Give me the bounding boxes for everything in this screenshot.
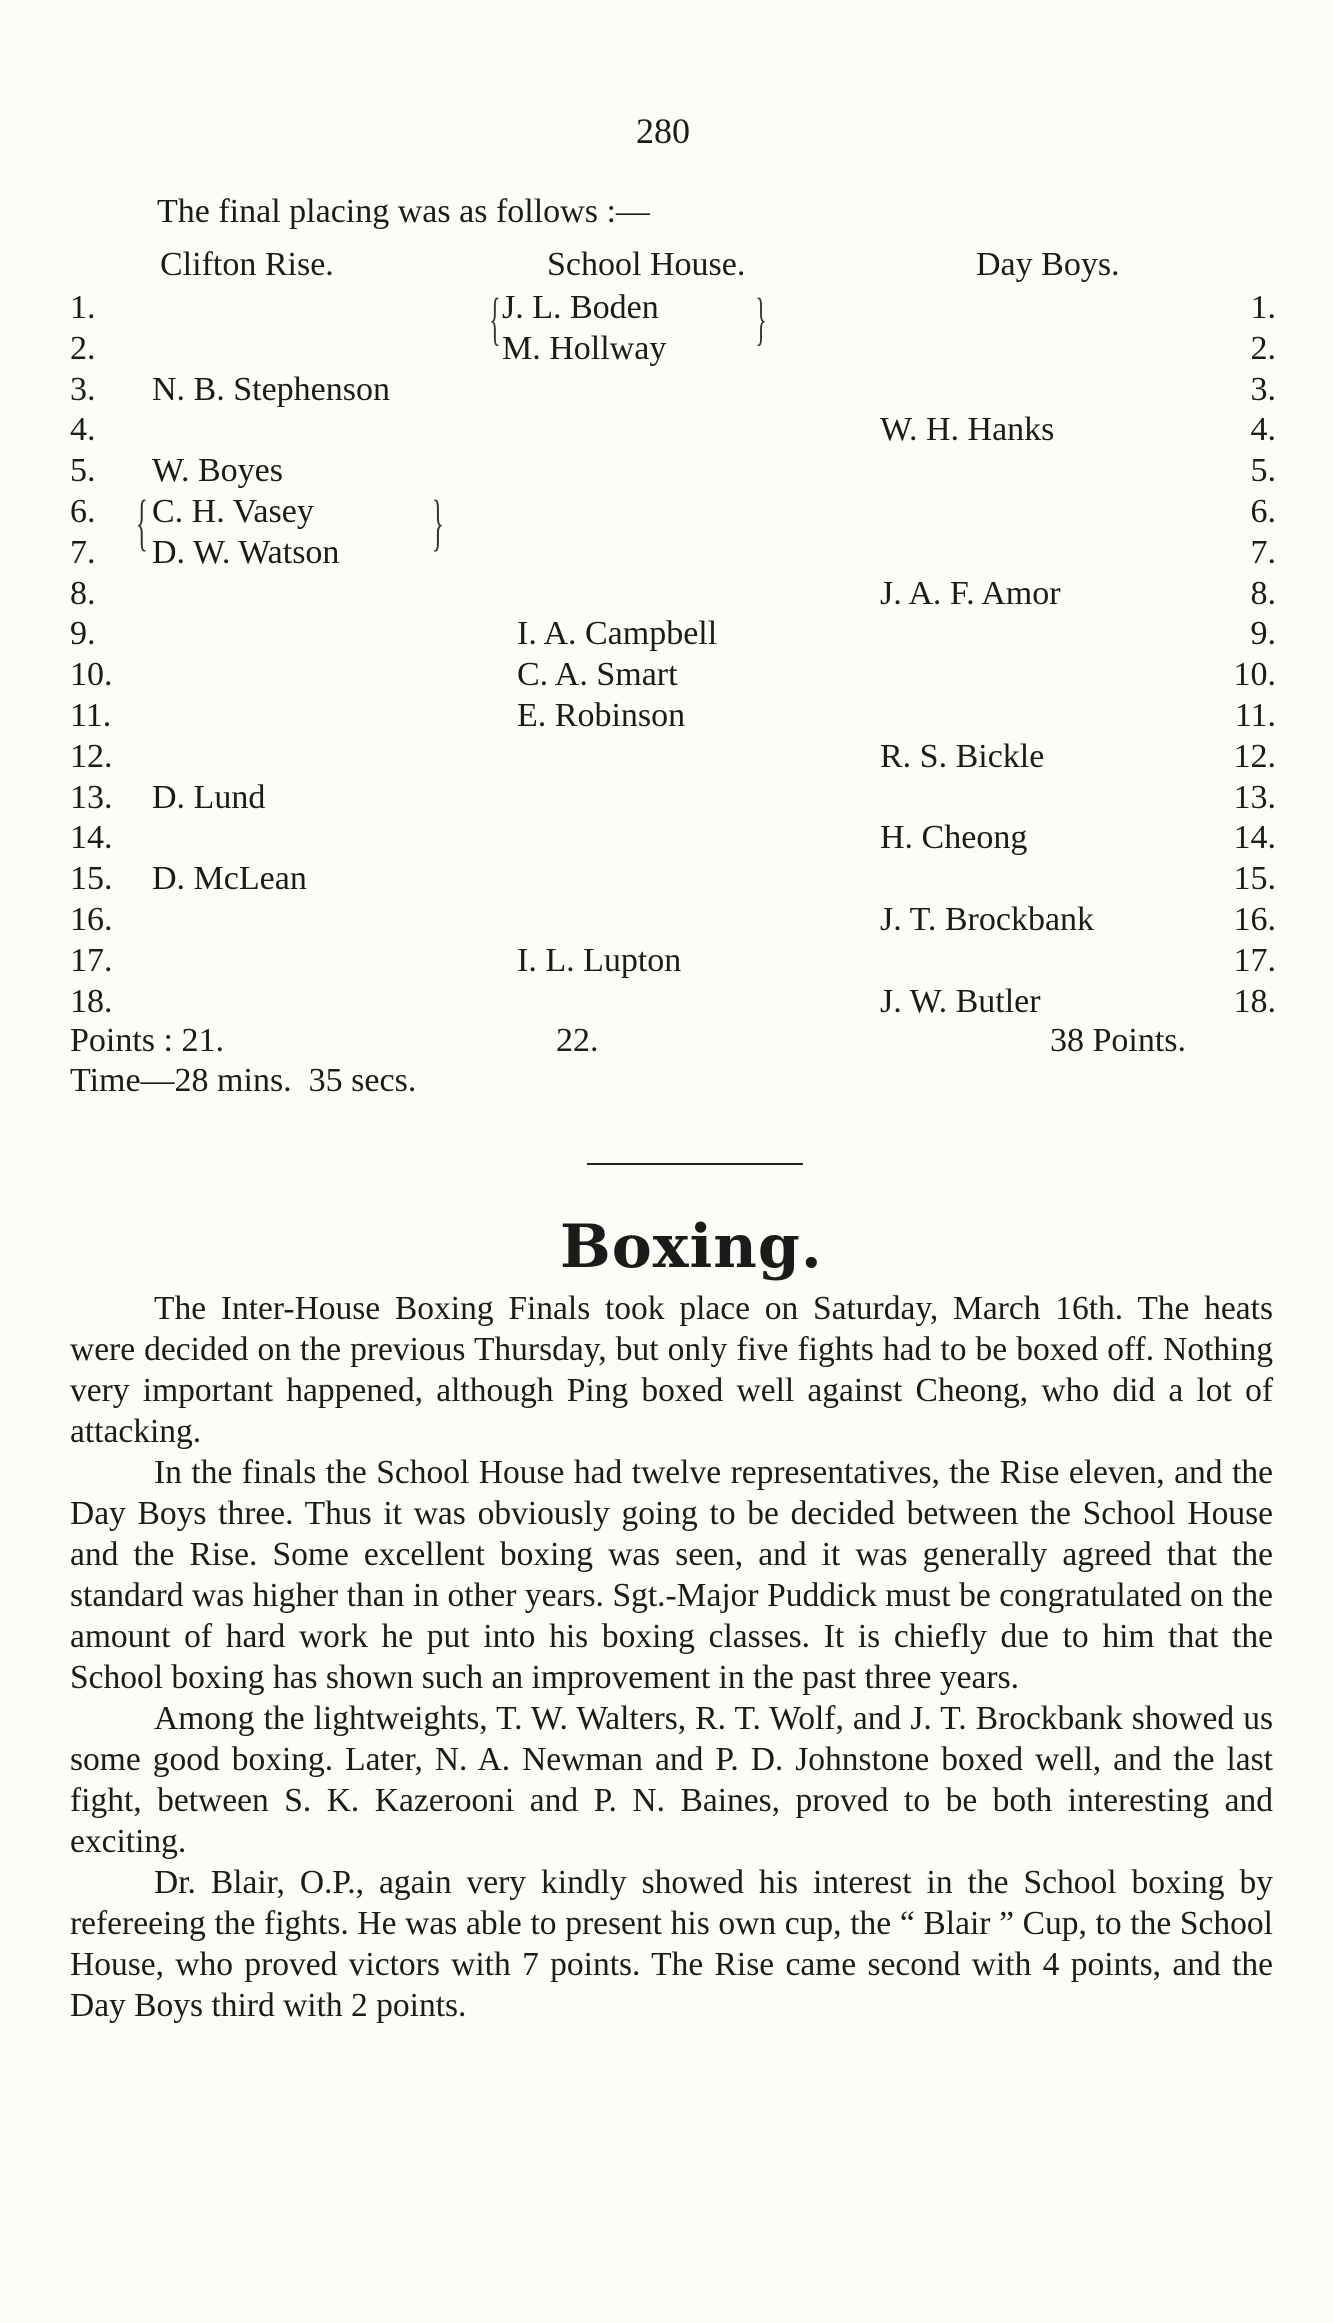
row-number-left: 10. — [70, 656, 113, 693]
column-header-school: School House. — [547, 246, 746, 283]
row-number-left: 4. — [70, 411, 96, 448]
row-number-left: 16. — [70, 901, 113, 938]
day-entry: H. Cheong — [880, 819, 1028, 856]
row-number-left: 8. — [70, 575, 96, 612]
brace-left-clifton: { — [135, 489, 148, 557]
clifton-entry: C. H. Vasey — [152, 493, 314, 530]
row-number-right: 1. — [1250, 289, 1276, 326]
school-entry: M. Hollway — [502, 330, 667, 367]
school-entry: J. L. Boden — [502, 289, 659, 326]
row-number-right: 8. — [1250, 575, 1276, 612]
clifton-entry: N. B. Stephenson — [152, 371, 390, 408]
row-number-right: 10. — [1233, 656, 1276, 693]
intro-line: The final placing was as follows :— — [157, 193, 650, 230]
row-number-right: 17. — [1233, 942, 1276, 979]
school-entry: I. L. Lupton — [517, 942, 682, 979]
points-day: 38 Points. — [1050, 1022, 1187, 1059]
clifton-entry: D. McLean — [152, 860, 307, 897]
school-entry: C. A. Smart — [517, 656, 678, 693]
row-number-right: 14. — [1233, 819, 1276, 856]
row-number-right: 12. — [1233, 738, 1276, 775]
race-time: Time—28 mins. 35 secs. — [70, 1062, 417, 1099]
section-heading: Boxing. — [560, 1212, 823, 1282]
brace-left-school: { — [489, 286, 501, 351]
row-number-left: 6. — [70, 493, 96, 530]
row-number-left: 12. — [70, 738, 113, 775]
row-number-left: 17. — [70, 942, 113, 979]
row-number-left: 3. — [70, 371, 96, 408]
row-number-right: 4. — [1250, 411, 1276, 448]
paragraph-2: In the finals the School House had twelve representatives, the Rise eleven, and the Day Boys three. Thus it was obviously going to be decided between the School House and the Rise. Some excellent boxing was seen, and it was generally agreed that the standard was higher than in other years. Sgt.-Major Puddick must be congratulated on the amount of hard work he put into his boxing classes. It is chiefly due to him that the School boxing has shown such an improvement in the past three years. — [70, 1454, 1273, 1696]
clifton-entry: D. W. Watson — [152, 534, 340, 571]
day-entry: J. A. F. Amor — [880, 575, 1061, 612]
points-clifton: Points : 21. — [70, 1022, 224, 1059]
page-number: 280 — [636, 111, 690, 151]
clifton-entry: W. Boyes — [152, 452, 283, 489]
row-number-right: 11. — [1234, 697, 1276, 734]
row-number-left: 5. — [70, 452, 96, 489]
row-number-right: 6. — [1250, 493, 1276, 530]
row-number-right: 16. — [1233, 901, 1276, 938]
column-header-day: Day Boys. — [976, 246, 1120, 283]
row-number-left: 1. — [70, 289, 96, 326]
school-entry: E. Robinson — [517, 697, 686, 734]
brace-right-clifton: } — [431, 489, 444, 557]
column-header-clifton: Clifton Rise. — [160, 246, 334, 283]
row-number-left: 9. — [70, 615, 96, 652]
row-number-left: 15. — [70, 860, 113, 897]
article-body — [70, 1288, 1273, 2026]
row-number-left: 2. — [70, 330, 96, 367]
row-number-left: 7. — [70, 534, 96, 571]
day-entry: W. H. Hanks — [880, 411, 1055, 448]
clifton-entry: D. Lund — [152, 779, 266, 816]
row-number-right: 2. — [1250, 330, 1276, 367]
brace-right-school: } — [755, 286, 767, 351]
day-entry: J. W. Butler — [880, 983, 1041, 1020]
row-number-right: 3. — [1250, 371, 1276, 408]
row-number-left: 14. — [70, 819, 113, 856]
day-entry: R. S. Bickle — [880, 738, 1045, 775]
day-entry: J. T. Brockbank — [880, 901, 1095, 938]
school-entry: I. A. Campbell — [517, 615, 718, 652]
row-number-left: 18. — [70, 983, 113, 1020]
row-number-left: 13. — [70, 779, 113, 816]
row-number-left: 11. — [70, 697, 112, 734]
row-number-right: 5. — [1250, 452, 1276, 489]
row-number-right: 13. — [1233, 779, 1276, 816]
section-divider — [587, 1163, 803, 1165]
points-school: 22. — [556, 1022, 599, 1059]
paragraph-4: Dr. Blair, O.P., again very kindly showed his interest in the School boxing by refereeing the fights. He was able to present his own cup, the “ Blair ” Cup, to the School House, who proved victors with 7 points. The Rise came second with 4 points, and the Day Boys third with 2 points. — [70, 1864, 1273, 2024]
row-number-right: 15. — [1233, 860, 1276, 897]
row-number-right: 18. — [1233, 983, 1276, 1020]
paragraph-3: Among the lightweights, T. W. Walters, R. T. Wolf, and J. T. Brockbank showed us some good boxing. Later, N. A. Newman and P. D. Johnstone boxed well, and the last fight, between S. K. Kazerooni and P. N. Baines, proved to be both interesting and exciting. — [70, 1700, 1273, 1860]
row-number-right: 9. — [1250, 615, 1276, 652]
row-number-right: 7. — [1250, 534, 1276, 571]
paragraph-1: The Inter-House Boxing Finals took place on Saturday, March 16th. The heats were decided on the previous Thursday, but only five fights had to be boxed off. Nothing very important happened, although Ping boxed well against Cheong, who did a lot of attacking. — [70, 1290, 1273, 1450]
